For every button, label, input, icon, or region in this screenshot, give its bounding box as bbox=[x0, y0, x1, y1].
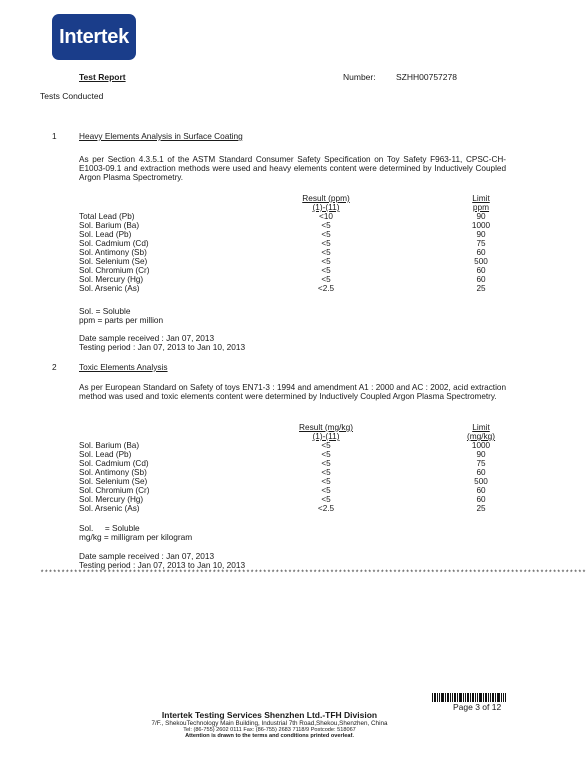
section-2-note-soluble: Sol. = Soluble bbox=[79, 523, 140, 533]
section-1-number: 1 bbox=[52, 131, 57, 141]
table-row bbox=[79, 239, 506, 248]
element-name: Sol. Arsenic (As) bbox=[79, 284, 140, 293]
table-row bbox=[79, 477, 506, 486]
table-row bbox=[79, 441, 506, 450]
element-result: <5 bbox=[321, 275, 331, 284]
table-row bbox=[79, 221, 506, 230]
table-row bbox=[79, 468, 506, 477]
element-limit: 75 bbox=[476, 239, 486, 248]
element-limit: 60 bbox=[476, 495, 486, 504]
element-name: Sol. Barium (Ba) bbox=[79, 221, 140, 230]
element-limit: 25 bbox=[476, 504, 486, 513]
table-row bbox=[79, 212, 506, 221]
element-limit: 60 bbox=[476, 486, 486, 495]
number-label: Number: bbox=[343, 72, 376, 82]
element-limit: 500 bbox=[474, 257, 488, 266]
element-result: <10 bbox=[319, 212, 333, 221]
element-name: Sol. Chromium (Cr) bbox=[79, 266, 150, 275]
element-result: <5 bbox=[321, 441, 331, 450]
element-result: <5 bbox=[321, 495, 331, 504]
table-row bbox=[79, 495, 506, 504]
section-2-results-table bbox=[79, 441, 506, 513]
element-name: Sol. Lead (Pb) bbox=[79, 450, 132, 459]
element-limit: 60 bbox=[476, 275, 486, 284]
element-name: Sol. Selenium (Se) bbox=[79, 257, 148, 266]
element-name: Sol. Arsenic (As) bbox=[79, 504, 140, 513]
footer-contact: Tel: (86-755) 2602 0111 Fax: (86-755) 2683 7118/9 Postcode: 518067 bbox=[183, 727, 356, 733]
table-row bbox=[79, 459, 506, 468]
tests-conducted-heading: Tests Conducted bbox=[40, 91, 104, 101]
section-2-note-mgkg: mg/kg = milligram per kilogram bbox=[79, 532, 193, 542]
footer-company: Intertek Testing Services Shenzhen Ltd.-TFH Division bbox=[161, 710, 378, 720]
element-name: Sol. Antimony (Sb) bbox=[79, 248, 147, 257]
section-2-date-received: Date sample received : Jan 07, 2013 bbox=[79, 551, 215, 561]
footer-address: 7/F., ShekouTechnology Main Building, Industrial 7th Road,Shekou,Shenzhen, China bbox=[151, 720, 388, 727]
element-name: Sol. Cadmium (Cd) bbox=[79, 239, 149, 248]
report-number: SZHH00757278 bbox=[396, 72, 457, 82]
element-limit: 25 bbox=[476, 284, 486, 293]
section-1-note-soluble: Sol. = Soluble bbox=[79, 306, 131, 316]
table-row bbox=[79, 230, 506, 239]
section-1-testing-period: Testing period : Jan 07, 2013 to Jan 10, 2013 bbox=[79, 342, 246, 352]
section-1-result-subheader: (1)-(11) bbox=[312, 202, 340, 212]
element-result: <5 bbox=[321, 239, 331, 248]
element-limit: 1000 bbox=[471, 221, 491, 230]
element-result: <2.5 bbox=[317, 284, 335, 293]
table-row bbox=[79, 257, 506, 266]
table-row bbox=[79, 450, 506, 459]
element-name: Sol. Chromium (Cr) bbox=[79, 486, 150, 495]
element-limit: 60 bbox=[476, 248, 486, 257]
section-1-note-ppm: ppm = parts per million bbox=[79, 315, 164, 325]
element-name: Sol. Mercury (Hg) bbox=[79, 495, 144, 504]
element-name: Sol. Lead (Pb) bbox=[79, 230, 132, 239]
table-row bbox=[79, 486, 506, 495]
barcode-icon bbox=[432, 693, 506, 702]
section-2-paragraph: As per European Standard on Safety of toys EN71-3 : 1994 and amendment A1 : 2000 and AC : 2002, acid extraction method was used and toxic elements content were determined by Inductively Coupled Argon Plasma Spectrometry. bbox=[79, 383, 506, 401]
element-result: <5 bbox=[321, 221, 331, 230]
section-2-number: 2 bbox=[52, 362, 57, 372]
table-row bbox=[79, 284, 506, 293]
end-of-report-separator: ********************************************************************************************************************************** bbox=[40, 570, 586, 578]
element-result: <5 bbox=[321, 450, 331, 459]
element-limit: 60 bbox=[476, 468, 486, 477]
element-result: <2.5 bbox=[317, 504, 335, 513]
section-1-result-header: Result (ppm) bbox=[302, 193, 350, 203]
element-result: <5 bbox=[321, 468, 331, 477]
section-2-limit-subheader: (mg/kg) bbox=[466, 431, 496, 441]
element-limit: 90 bbox=[476, 212, 486, 221]
table-row bbox=[79, 504, 506, 513]
section-2-testing-period: Testing period : Jan 07, 2013 to Jan 10, 2013 bbox=[79, 560, 246, 570]
section-1-paragraph: As per Section 4.3.5.1 of the ASTM Standard Consumer Safety Specification on Toy Safety F963-11, CPSC-CH-E1003-09.1 and extraction methods were used and heavy elements content were determined by Inductively Coupled Argon Plasma Spectrometry. bbox=[79, 155, 506, 182]
element-result: <5 bbox=[321, 266, 331, 275]
table-row bbox=[79, 266, 506, 275]
element-limit: 75 bbox=[476, 459, 486, 468]
element-result: <5 bbox=[321, 257, 331, 266]
footer-attention: Attention is drawn to the terms and conditions printed overleaf. bbox=[185, 733, 354, 739]
element-name: Sol. Antimony (Sb) bbox=[79, 468, 147, 477]
section-1-title: Heavy Elements Analysis in Surface Coating bbox=[79, 131, 243, 141]
element-limit: 90 bbox=[476, 450, 486, 459]
element-limit: 1000 bbox=[471, 441, 491, 450]
element-result: <5 bbox=[321, 477, 331, 486]
element-name: Sol. Cadmium (Cd) bbox=[79, 459, 149, 468]
page-number: Page 3 of 12 bbox=[453, 702, 502, 712]
element-result: <5 bbox=[321, 486, 331, 495]
table-row bbox=[79, 248, 506, 257]
element-name: Sol. Barium (Ba) bbox=[79, 441, 140, 450]
section-2-result-header: Result (mg/kg) bbox=[299, 422, 353, 432]
element-result: <5 bbox=[321, 230, 331, 239]
section-1-limit-subheader: ppm bbox=[472, 202, 490, 212]
element-limit: 90 bbox=[476, 230, 486, 239]
section-1-limit-header: Limit bbox=[472, 193, 490, 203]
element-limit: 500 bbox=[474, 477, 488, 486]
table-row bbox=[79, 275, 506, 284]
section-1-date-received: Date sample received : Jan 07, 2013 bbox=[79, 333, 215, 343]
element-limit: 60 bbox=[476, 266, 486, 275]
section-1-results-table bbox=[79, 212, 506, 293]
element-name: Sol. Mercury (Hg) bbox=[79, 275, 144, 284]
section-2-result-subheader: (1)-(11) bbox=[312, 431, 340, 441]
element-result: <5 bbox=[321, 459, 331, 468]
section-2-title: Toxic Elements Analysis bbox=[79, 362, 168, 372]
element-result: <5 bbox=[321, 248, 331, 257]
report-title: Test Report bbox=[79, 72, 126, 82]
intertek-logo: Intertek bbox=[52, 14, 136, 60]
section-2-limit-header: Limit bbox=[472, 422, 490, 432]
element-name: Sol. Selenium (Se) bbox=[79, 477, 148, 486]
element-name: Total Lead (Pb) bbox=[79, 212, 135, 221]
